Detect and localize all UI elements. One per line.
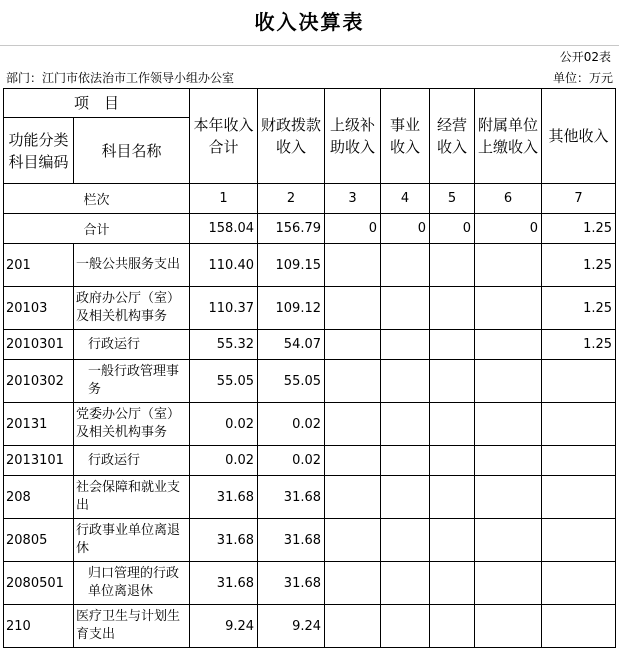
row-value-cell bbox=[325, 330, 381, 360]
row-code: 201 bbox=[4, 244, 74, 287]
header-col-3: 上级补助收入 bbox=[325, 89, 381, 184]
row-value-cell bbox=[475, 519, 542, 562]
total-cell: 158.04 bbox=[190, 214, 258, 244]
row-value-cell bbox=[381, 562, 430, 605]
total-cell: 1.25 bbox=[542, 214, 616, 244]
header-item: 项 目 bbox=[4, 89, 190, 118]
total-cell: 0 bbox=[430, 214, 475, 244]
row-value-cell: 31.68 bbox=[258, 519, 325, 562]
table-row bbox=[4, 519, 616, 562]
row-value-cell: 31.68 bbox=[258, 562, 325, 605]
row-value-cell bbox=[475, 360, 542, 403]
header-col-1: 本年收入合计 bbox=[190, 89, 258, 184]
row-value-cell bbox=[430, 330, 475, 360]
row-value-cell bbox=[430, 287, 475, 330]
header-col-7: 其他收入 bbox=[542, 89, 616, 184]
row-code: 20131 bbox=[4, 403, 74, 446]
row-value-cell: 1.25 bbox=[542, 330, 616, 360]
column-index-cell: 2 bbox=[258, 184, 325, 214]
unit-label: 单位： bbox=[552, 71, 589, 85]
column-index-cell: 1 bbox=[190, 184, 258, 214]
row-code: 208 bbox=[4, 476, 74, 519]
row-value-cell: 9.24 bbox=[190, 605, 258, 648]
row-value-cell bbox=[381, 360, 430, 403]
row-value-cell: 1.25 bbox=[542, 244, 616, 287]
row-value-cell bbox=[381, 244, 430, 287]
total-cell: 0 bbox=[381, 214, 430, 244]
row-value-cell bbox=[325, 562, 381, 605]
top-divider bbox=[0, 45, 619, 46]
department-line bbox=[6, 69, 234, 86]
row-code: 210 bbox=[4, 605, 74, 648]
row-value-cell bbox=[325, 605, 381, 648]
row-subject-name: 医疗卫生与计划生育支出 bbox=[74, 605, 190, 648]
row-value-cell bbox=[542, 476, 616, 519]
header-col-2: 财政拨款收入 bbox=[258, 89, 325, 184]
table-row bbox=[4, 403, 616, 446]
row-value-cell bbox=[381, 605, 430, 648]
row-code: 20103 bbox=[4, 287, 74, 330]
row-value-cell bbox=[430, 244, 475, 287]
row-value-cell bbox=[381, 287, 430, 330]
column-index-cell: 3 bbox=[325, 184, 381, 214]
row-value-cell: 110.37 bbox=[190, 287, 258, 330]
department-label: 部门： bbox=[6, 71, 43, 85]
unit-line bbox=[553, 69, 613, 86]
row-value-cell bbox=[325, 446, 381, 476]
row-value-cell bbox=[475, 476, 542, 519]
table-row bbox=[4, 244, 616, 287]
row-value-cell: 0.02 bbox=[258, 446, 325, 476]
row-value-cell bbox=[475, 446, 542, 476]
row-value-cell bbox=[475, 287, 542, 330]
row-value-cell: 31.68 bbox=[190, 562, 258, 605]
department-name: 江门市依法治市工作领导小组办公室 bbox=[42, 71, 235, 85]
row-value-cell: 0.02 bbox=[190, 446, 258, 476]
table-row bbox=[4, 330, 616, 360]
row-value-cell bbox=[542, 446, 616, 476]
row-value-cell bbox=[381, 476, 430, 519]
row-code: 2010301 bbox=[4, 330, 74, 360]
row-value-cell bbox=[430, 519, 475, 562]
column-index-cell: 5 bbox=[430, 184, 475, 214]
income-table bbox=[3, 88, 616, 648]
row-code: 2010302 bbox=[4, 360, 74, 403]
table-row bbox=[4, 605, 616, 648]
page-title: 收入决算表 bbox=[254, 10, 365, 34]
row-value-cell bbox=[542, 605, 616, 648]
row-value-cell bbox=[430, 562, 475, 605]
column-index-label: 栏次 bbox=[4, 184, 190, 214]
row-value-cell bbox=[325, 476, 381, 519]
row-value-cell bbox=[475, 330, 542, 360]
row-value-cell: 55.05 bbox=[190, 360, 258, 403]
row-value-cell bbox=[475, 403, 542, 446]
table-row bbox=[4, 476, 616, 519]
row-value-cell bbox=[430, 360, 475, 403]
row-value-cell bbox=[542, 403, 616, 446]
header-row-1 bbox=[4, 89, 616, 118]
row-value-cell bbox=[381, 403, 430, 446]
row-subject-name: 社会保障和就业支出 bbox=[74, 476, 190, 519]
table-row bbox=[4, 446, 616, 476]
row-value-cell: 55.05 bbox=[258, 360, 325, 403]
row-value-cell bbox=[475, 605, 542, 648]
row-value-cell: 31.68 bbox=[258, 476, 325, 519]
header-col-4: 事业收入 bbox=[381, 89, 430, 184]
header-col-6: 附属单位上缴收入 bbox=[475, 89, 542, 184]
row-value-cell bbox=[325, 403, 381, 446]
row-value-cell: 1.25 bbox=[542, 287, 616, 330]
column-index-cell: 7 bbox=[542, 184, 616, 214]
unit-value: 万元 bbox=[588, 71, 613, 85]
row-value-cell bbox=[430, 476, 475, 519]
row-value-cell: 109.12 bbox=[258, 287, 325, 330]
total-cell: 0 bbox=[475, 214, 542, 244]
row-subject-name: 政府办公厅（室）及相关机构事务 bbox=[74, 287, 190, 330]
row-value-cell bbox=[325, 244, 381, 287]
row-value-cell bbox=[325, 519, 381, 562]
column-index-cell: 4 bbox=[381, 184, 430, 214]
column-index-row bbox=[4, 184, 616, 214]
row-subject-name: 党委办公厅（室）及相关机构事务 bbox=[74, 403, 190, 446]
row-value-cell: 109.15 bbox=[258, 244, 325, 287]
row-code: 2080501 bbox=[4, 562, 74, 605]
row-value-cell: 0.02 bbox=[258, 403, 325, 446]
table-code: 公开02表 bbox=[559, 50, 611, 64]
column-index-cell: 6 bbox=[475, 184, 542, 214]
row-value-cell bbox=[325, 287, 381, 330]
row-subject-name: 行政事业单位离退休 bbox=[74, 519, 190, 562]
table-row bbox=[4, 360, 616, 403]
row-value-cell bbox=[430, 605, 475, 648]
row-subject-name: 行政运行 bbox=[74, 446, 190, 476]
header-subject-name: 科目名称 bbox=[74, 118, 190, 184]
row-value-cell: 110.40 bbox=[190, 244, 258, 287]
row-value-cell: 9.24 bbox=[258, 605, 325, 648]
header-func-code: 功能分类科目编码 bbox=[4, 118, 74, 184]
row-value-cell bbox=[381, 446, 430, 476]
row-value-cell bbox=[475, 562, 542, 605]
row-value-cell: 31.68 bbox=[190, 519, 258, 562]
row-value-cell bbox=[475, 244, 542, 287]
row-value-cell bbox=[542, 360, 616, 403]
row-value-cell bbox=[542, 562, 616, 605]
row-subject-name: 归口管理的行政单位离退休 bbox=[74, 562, 190, 605]
row-value-cell bbox=[381, 330, 430, 360]
row-subject-name: 一般公共服务支出 bbox=[74, 244, 190, 287]
total-cell: 0 bbox=[325, 214, 381, 244]
total-cell: 156.79 bbox=[258, 214, 325, 244]
row-value-cell bbox=[430, 403, 475, 446]
row-value-cell bbox=[430, 446, 475, 476]
row-value-cell: 0.02 bbox=[190, 403, 258, 446]
header-col-5: 经营收入 bbox=[430, 89, 475, 184]
row-subject-name: 一般行政管理事务 bbox=[74, 360, 190, 403]
table-row bbox=[4, 562, 616, 605]
row-code: 20805 bbox=[4, 519, 74, 562]
row-value-cell bbox=[542, 519, 616, 562]
row-value-cell: 55.32 bbox=[190, 330, 258, 360]
row-value-cell bbox=[325, 360, 381, 403]
table-row bbox=[4, 287, 616, 330]
row-value-cell: 31.68 bbox=[190, 476, 258, 519]
row-subject-name: 行政运行 bbox=[74, 330, 190, 360]
row-code: 2013101 bbox=[4, 446, 74, 476]
row-value-cell bbox=[381, 519, 430, 562]
total-row bbox=[4, 214, 616, 244]
row-value-cell: 54.07 bbox=[258, 330, 325, 360]
total-label: 合计 bbox=[4, 214, 190, 244]
